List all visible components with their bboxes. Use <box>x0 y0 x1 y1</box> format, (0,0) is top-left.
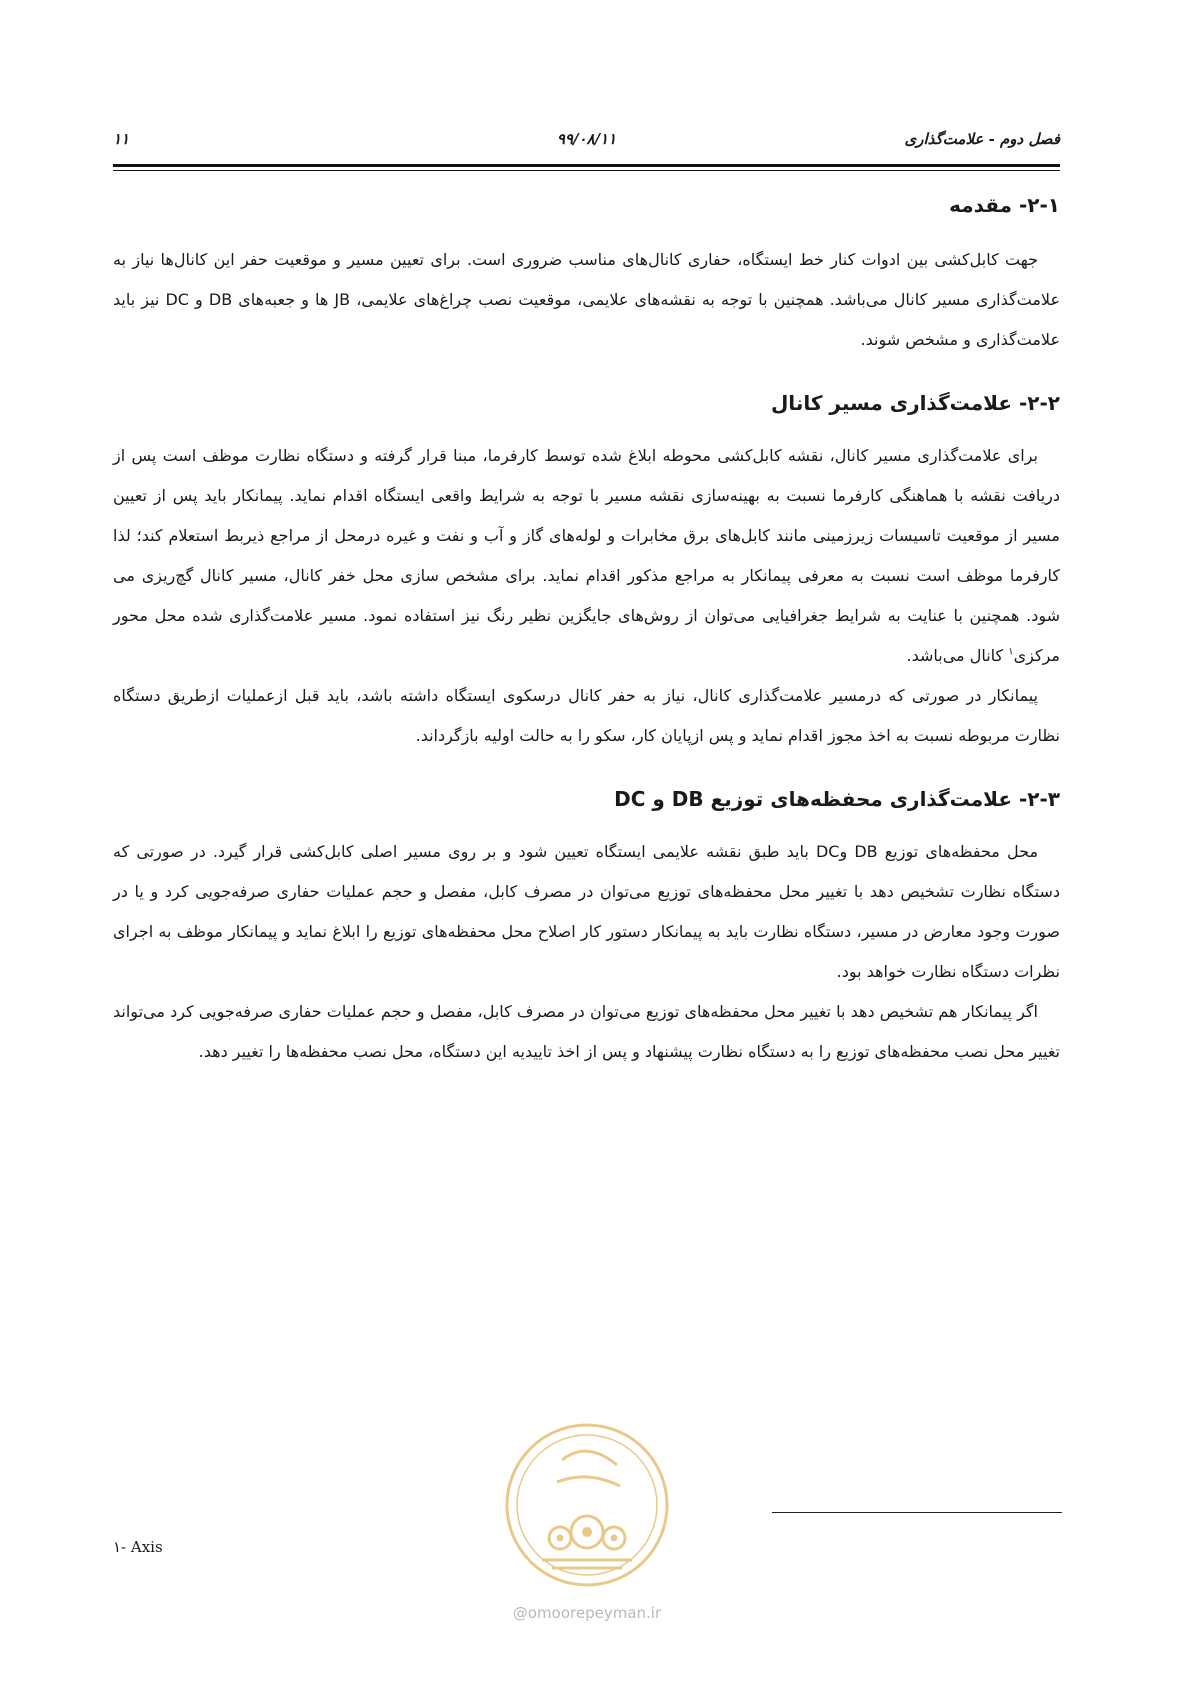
watermark-site: @omoorepeyman.ir <box>512 1604 662 1622</box>
section-heading-intro: ۲-۱- مقدمه <box>949 193 1060 217</box>
page-number: ۱۱ <box>113 130 130 148</box>
chapter-title: فصل دوم - علامت‌گذاری <box>904 130 1060 148</box>
header-rule-thin <box>113 170 1060 171</box>
paragraph <box>113 436 1060 676</box>
paragraph: جهت کابل‌کشی بین ادوات کنار خط ایستگاه، حفاری کانال‌های مناسب ضروری است. برای تعیین مسیر و موقعیت حفر این کانال‌ها نیاز به علامت‌گذاری مسیر کانال می‌باشد. همچنین با توجه به نقشه‌های علایمی، موقعیت نصب چراغ‌های علایمی، JB ها و جعبه‌های DB و DC نیز باید علامت‌گذاری و مشخص شوند. <box>113 250 1061 349</box>
paragraph: اگر پیمانکار هم تشخیص دهد با تغییر محل محفظه‌های توزیع می‌توان در مصرف کابل، مفصل و حجم عملیات حفاری صرفه‌جویی کرد می‌تواند تغییر محل نصب محفظه‌های توزیع را به دستگاه نظارت پیشنهاد و پس از اخذ تاییدیه این دستگاه، محل نصب محفظه‌ها را تغییر دهد. <box>113 1002 1060 1061</box>
page-header <box>113 130 1060 156</box>
paragraph-text-end: کانال می‌باشد. <box>906 646 1009 665</box>
footnote-marker: ۱ <box>1008 646 1014 658</box>
paragraph: محل محفظه‌های توزیع DB وDC باید طبق نقشه علایمی ایستگاه تعیین شود و بر روی مسیر اصلی کابل‌کشی قرار گیرد. در صورتی که دستگاه نظارت تشخیص دهد با تغییر محل محفظه‌های توزیع می‌توان در مصرف کابل، مفصل و حجم عملیات حفاری صرفه‌جویی کرد و یا در صورت وجود معارض در مسیر، دستگاه نظارت باید به پیمانکار دستور کار اصلاح محل محفظه‌های توزیع را ابلاغ نماید و پیمانکار موظف به اجرای نظرات دستگاه نظارت خواهد بود. <box>113 842 1060 981</box>
paragraph: پیمانکار در صورتی که درمسیر علامت‌گذاری کانال، نیاز به حفر کانال درسکوی ایستگاه داشته باشد، باید قبل ازعملیات ازطریق دستگاه نظارت مربوطه نسبت به اخذ مجوز اقدام نماید و پس ازپایان کار، سکو را به حالت اولیه بازگرداند. <box>113 686 1060 745</box>
header-date: ۹۹/۰۸/۱۱ <box>556 130 617 148</box>
watermark-logo-icon <box>502 1420 672 1590</box>
footnote: ۱- Axis <box>113 1538 163 1556</box>
section-heading-db-dc: ۲-۳- علامت‌گذاری محفظه‌های توزیع DB و DC <box>614 787 1060 811</box>
paragraph-text: برای علامت‌گذاری مسیر کانال، نقشه کابل‌کشی محوطه ابلاغ شده توسط کارفرما، مبنا قرار گرفته و دستگاه نظارت موظف است پس از دریافت نقشه با هماهنگی کارفرما نسبت به بهینه‌سازی نقشه مسیر با توجه به شرایط واقعی ایستگاه اقدام نماید. پیمانکار باید پس از تعیین مسیر از موقعیت تاسیسات زیرزمینی مانند کابل‌های برق مخابرات و لوله‌های گاز و آب و نفت و غیره درمحل از مراجع ذیربط استعلام کند؛ لذا کارفرما موظف است نسبت به معرفی پیمانکار به مراجع مذکور اقدام نماید. برای مشخص سازی محل خفر کانال، مسیر کانال گچ‌ریزی می شود. همچنین با عنایت به شرایط جغرافیایی می‌توان از روش‌های جایگزین نظیر رنگ نیز استفاده نمود. مسیر علامت‌گذاری شده محل محور مرکزی <box>113 446 1060 665</box>
header-rule-thick <box>113 164 1060 167</box>
section-heading-route: ۲-۲- علامت‌گذاری مسیر کانال <box>770 391 1060 415</box>
main-content <box>113 190 1060 1072</box>
footnote-rule <box>772 1512 1062 1513</box>
